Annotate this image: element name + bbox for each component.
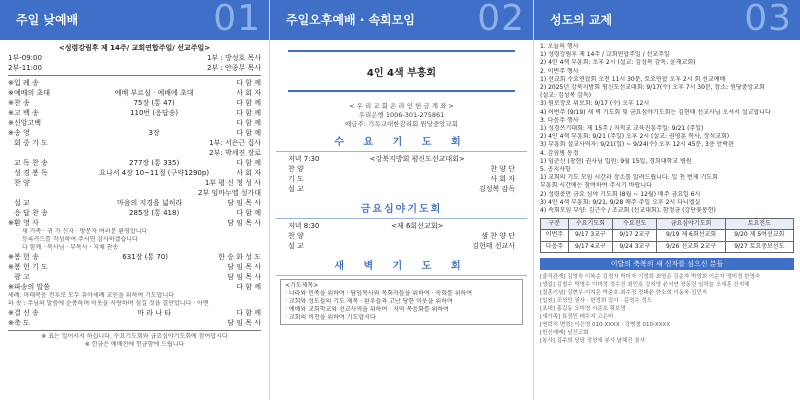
order-row	[8, 118, 261, 128]
table-cell: 9/17 3교구	[568, 230, 612, 241]
order-detail: 3장	[148, 129, 160, 137]
member-line: [연락처 변경] 이은영 010-XXXX · 강병철 010-XXXX	[540, 322, 671, 329]
prayer-order-leader: 김성복 감독	[478, 185, 515, 193]
order-mark: ※	[8, 319, 14, 327]
news-line: 2) 2025년 강북지방회 평신도선교대회: 9/17(수) 오후 7시 30분, 장소: 원당중앙교회	[540, 84, 765, 92]
order-mark: ※	[8, 263, 14, 271]
schedule-table	[540, 218, 794, 253]
order-row	[8, 252, 261, 262]
divider	[8, 75, 261, 76]
prayer-order-item: 설 교	[288, 185, 304, 193]
news-line: 1) 임춘신 (창현) 권사님 입원: 9월 15일, 경희대학교 병원	[540, 157, 692, 165]
order-row	[8, 138, 261, 148]
news-line: 2) 4인 4색 부흥회: 9/21 (주일) 오후 2시 (설교: 권영훈 목사, 장석교회)	[540, 133, 730, 141]
order-leader: 사 회 자	[236, 89, 261, 97]
order-leader: 다 함 께	[236, 283, 261, 291]
order-of-worship	[8, 78, 261, 228]
prayer-topics	[280, 279, 523, 325]
order-row	[8, 148, 261, 158]
prayer-order-row	[288, 231, 515, 241]
time-first-service: 1부-09:00	[8, 54, 42, 62]
table-cell: 9/27 토요중보선도	[725, 241, 793, 252]
table-cell: 9/17 2교구	[613, 230, 657, 241]
order-detail: 예배 부르심 · 예배에 초대	[114, 89, 194, 97]
order-detail	[72, 318, 227, 328]
members-list	[540, 273, 794, 345]
news-line: 4) 속회모임 부양: 김근수 / 조교회 (선교대회), 함정금 (강단꽃봉헌)	[540, 207, 716, 215]
prayer-order-item: 찬 양	[288, 165, 304, 173]
prayer-topic-line: · 교회의 비전을 위하여 기도합시다	[285, 314, 376, 321]
column-afternoon-service	[270, 0, 534, 400]
order-item: 고 백 송	[14, 109, 39, 117]
order-mark: ※	[8, 89, 14, 97]
order-detail: 277장 (통 335)	[129, 159, 180, 167]
friday-time: 저녁 8:30	[288, 222, 320, 230]
order-leader: 2부: 박세진 장로	[209, 149, 261, 157]
morning-service-title: 주일 낮예배	[16, 13, 79, 27]
order-item: 성 경 봉 독	[14, 169, 48, 177]
table-cell: 이번주	[541, 230, 569, 241]
news-line: 1) 성령강림후 제 14주 / 교회연합주일 / 선교주일	[540, 51, 670, 59]
table-cell: 9/24 3교구	[613, 241, 657, 252]
member-line: [결혼기념] 김현우·이지은 박준호·최수정 정태윤·한소희 이동욱·김민지	[540, 290, 708, 297]
order-row	[8, 128, 261, 138]
order-detail	[72, 262, 227, 272]
wednesday-theme: <강북지방회 평신도선교대회>	[369, 155, 465, 163]
table-cell: 9/26 선교회 2교구	[657, 241, 725, 252]
member-line: [생일] 김철수 박영수 이미정 정수진 최민호 강지영 윤서연 장동건 임하늘 오세훈 신지혜	[540, 282, 750, 289]
order-detail: 마음의 지경을 넓히라	[116, 199, 183, 207]
order-mark: ※	[8, 129, 14, 137]
order-item: 신앙고백	[14, 119, 42, 127]
afternoon-service-header	[270, 0, 533, 40]
news-line: 3. 다음주 행사	[540, 116, 579, 124]
order-leader: 다 함 께	[236, 129, 261, 137]
order-detail: 마 라 나 타	[137, 309, 171, 317]
order-detail: 110번 (응답송)	[130, 109, 179, 117]
prayer-order-leader: 찬 양 단	[490, 165, 515, 173]
news-line: 1) 교회의 기도 모임 시간과 장소를 알려드립니다. 일 천 번제 기도회	[540, 174, 718, 182]
order-leader: 2부 임마누엘 성가대	[198, 189, 261, 197]
news-line: 2) 4인 4색 부흥회: 오후 2시 (설교: 김성복 감독, 윤재교회)	[540, 59, 696, 67]
table-cell: 9/20 제 5여선교회	[725, 230, 793, 241]
column-morning-service	[0, 0, 270, 400]
order-row	[8, 272, 261, 282]
wednesday-time: 저녁 7:30	[288, 155, 320, 163]
order-detail	[72, 218, 227, 228]
order-detail: 75장 (통 47)	[133, 99, 175, 107]
news-line: (설교: 김성복 감독)	[540, 92, 592, 100]
order-leader: 1부 평 신 청 성 사	[204, 179, 261, 187]
order-row	[8, 208, 261, 218]
member-line: [헌신예배] 남선교회	[540, 330, 589, 337]
order-row	[8, 78, 261, 88]
order-of-worship-offering	[8, 252, 261, 292]
table-header: 토요전도	[725, 219, 793, 230]
order-leader: 다 함 께	[236, 309, 261, 317]
prayer-order-item: 찬 양	[288, 232, 304, 240]
service-times	[8, 53, 261, 73]
member-line: [새가족] 류정민 배수지 고은비	[540, 314, 614, 321]
note-line: 파 송 : 주님의 말씀에 순종하며 이웃을 사랑하며 섬길 것을 결단합니다 · 아멘	[8, 300, 209, 307]
divider	[8, 330, 261, 331]
order-leader: 담 임 목 사	[227, 199, 261, 207]
service-subtitle: <성령강림후 제 14주/ 교회연합주일/ 선교주일>	[58, 44, 211, 52]
news-line: 1) 성경쓰기대회: 제 15주 / 지적교 교육진흥주일: 9/21 (주일)	[540, 125, 704, 133]
order-row	[8, 308, 261, 318]
order-row	[8, 262, 261, 272]
friday-order	[288, 231, 515, 251]
prayer-topic-line: · 나라와 민족을 위하여 · 담임목사와 목회자들을 위하여 · 속회를 위하여	[285, 290, 473, 297]
divider	[276, 275, 527, 276]
afternoon-service-title: 주일오후예배 · 속회모임	[286, 13, 415, 27]
prayer-order-item: 설 교	[288, 242, 304, 250]
order-detail	[72, 272, 227, 282]
order-mark: ※	[8, 253, 14, 261]
order-mark: ※	[8, 309, 14, 317]
note-line: 세례: 마태복음 전후로 모두 유아세례 교인을 위하여 기도합니다	[8, 292, 175, 299]
order-row	[8, 178, 261, 188]
order-leader: 담 임 목 사	[227, 219, 261, 227]
order-row	[8, 108, 261, 118]
section-number: 03	[744, 0, 792, 39]
order-detail	[72, 178, 205, 188]
footer-line: ※ 표는 일어서서 하십니다. 수요기도회와 금요심야기도회에 참여합시다	[41, 333, 228, 340]
news-line: 4) 이번주 (9/19) 새 벽 기도회 및 금요심야기도회는 김현태 선교사님 오셔서 설교합니다	[540, 108, 771, 116]
order-detail	[72, 282, 236, 292]
note-line: 새 가족 · 귀 가 신자 · 방문자 여러분 환영합니다	[22, 228, 148, 235]
order-item: 설 교	[14, 199, 30, 207]
prayer-order-row	[288, 184, 515, 194]
dawn-prayer-title: 새 벽 기 도 회	[334, 261, 469, 272]
fellowship-header	[534, 0, 800, 40]
morning-service-header	[0, 0, 269, 40]
table-header: 구분	[541, 219, 569, 230]
order-item: 찬 송	[14, 99, 30, 107]
order-leader: 다 함 께	[236, 79, 261, 87]
prayer-topic-line: <기도제목>	[285, 282, 319, 289]
news-line: 3) 4인 4색 부흥회: 9/21, 9/28 매주 주일 오후 2시 다니엘실	[540, 198, 701, 206]
news-line: 4. 감염병 동정	[540, 149, 579, 157]
order-row	[8, 98, 261, 108]
revival-meeting-box	[288, 50, 515, 92]
friday-theme: <제 6회선교회>	[391, 222, 444, 230]
section-number: 02	[477, 0, 525, 39]
sending-notes	[8, 292, 261, 308]
news-line: 부흥회 시간에는 참여하여 주시기 바랍니다	[540, 182, 652, 190]
order-detail	[72, 188, 198, 198]
table-cell: 9/19 제 6회선교회	[657, 230, 725, 241]
welcome-notes	[8, 228, 261, 252]
order-item: 예배의 초대	[14, 89, 51, 97]
prayer-order-row	[288, 174, 515, 184]
revival-meeting-title: 4인 4색 부흥회	[366, 67, 437, 79]
footer-notes	[8, 333, 261, 349]
order-leader: 담 임 목 사	[227, 263, 261, 271]
order-detail	[72, 138, 209, 148]
table-header: 금요심야기도회	[657, 219, 725, 230]
prayer-order-row	[288, 241, 515, 251]
footer-line: ※ 헌금은 예배전에 헌금함에 드립니다	[84, 341, 185, 348]
order-mark: ※	[8, 219, 14, 227]
order-leader: 다 함 께	[236, 109, 261, 117]
order-mark: ※	[8, 79, 14, 87]
prayer-order-leader: 샘 찬 양 단	[481, 232, 515, 240]
order-row	[8, 318, 261, 328]
order-leader: 다 함 께	[236, 209, 261, 217]
table-cell: 다음주	[541, 241, 569, 252]
account-line: 예금주: 기독교대한감리회 원당중앙교회	[344, 120, 459, 128]
order-mark: ※	[8, 283, 14, 291]
news-line: 2) 성령충만 금요 심야 기도회 (8월 ~ 12월) 매주 금요일 6시	[540, 190, 701, 198]
preacher-first-service: 1부 : 방성호 목사	[206, 54, 261, 62]
order-detail	[72, 78, 236, 88]
news-line: 2. 이번주 행사	[540, 67, 579, 75]
order-leader: 한 승 화 성 도	[218, 253, 261, 261]
table-row	[541, 230, 794, 241]
preacher-second-service: 2부 : 안종무 목사	[206, 64, 261, 72]
news-line: 3) 부흥회 설교사역자: 9/21(일) ~ 9/24(수) 오후 12시 45분, 3층 안락관	[540, 141, 734, 149]
order-of-worship-closing	[8, 308, 261, 328]
prayer-topic-line: · 교회와 성도들의 기도 제목 · 환우들과 고난 당한 이웃을 위하여	[285, 298, 453, 305]
column-fellowship	[534, 0, 800, 400]
time-second-service: 2부-11:00	[8, 64, 42, 72]
prayer-order-leader: 사 회 자	[490, 175, 515, 183]
member-line: [봉사] 김주희 담당 정성애 봉사 남혜진 봉사	[540, 338, 646, 345]
table-row	[541, 241, 794, 252]
order-item: 봉 헌 기 도	[14, 263, 48, 271]
news-line: 1. 오늘의 행사	[540, 43, 579, 50]
member-line: [초대] 홍길동 오미영 서준호 황보영	[540, 306, 626, 313]
prayer-order-item: 기 도	[288, 175, 304, 183]
fellowship-title: 성도의 교제	[550, 13, 613, 27]
order-detail: 631장 (통 70)	[122, 253, 168, 261]
order-row	[8, 158, 261, 168]
order-leader: 1부: 서은근 집사	[209, 139, 261, 147]
wednesday-prayer-title: 수 요 기 도 회	[334, 137, 469, 148]
member-line: [출석관계] 김영숙 이복순 김정자 박미자 이정희 최영순 김순자 박영희 이순자 정미경 한영숙	[540, 274, 761, 281]
order-item: 입 례 송	[14, 79, 39, 87]
prayer-order-row	[288, 164, 515, 174]
friday-prayer-title: 금요심야기도회	[360, 204, 443, 215]
account-line: < 우 리 교 회 온 라 인 헌 금 계 좌 >	[349, 102, 454, 110]
news-line: 1) 선교회 수요연합회 오전 11시 30분, 토요연합 오후 2시 회 선교예배	[540, 75, 726, 83]
order-mark: ※	[8, 99, 14, 107]
order-row	[8, 188, 261, 198]
order-leader: 다 함 께	[236, 119, 261, 127]
wednesday-order	[288, 164, 515, 194]
note-line: 등록카드를 작성하여 주시면 감사하겠습니다	[22, 236, 138, 243]
order-leader: 사 회 자	[236, 169, 261, 177]
order-item: 결 신 송	[14, 309, 39, 317]
table-header: 수요기도회	[568, 219, 612, 230]
order-mark: ※	[8, 109, 14, 117]
order-detail: 요나서 4장 10~11절 (구약1290p)	[99, 169, 210, 177]
section-number: 01	[213, 0, 261, 39]
order-item: 응 답 찬 송	[14, 209, 48, 217]
order-row	[8, 282, 261, 292]
order-item: 봉 헌 송	[14, 253, 39, 261]
prayer-topic-line: · 예배와 교회학교와 선교사역을 위하여 · 지역 복음화를 위하여	[285, 306, 449, 313]
table-header: 수요전도	[613, 219, 657, 230]
members-title: 이달의 축복의 새 신자를 심으신 분들	[540, 258, 794, 270]
order-item: 교 독 찬 송	[14, 159, 48, 167]
order-leader: 다 함 께	[236, 159, 261, 167]
order-detail	[72, 148, 209, 158]
order-item: 회 중 기 도	[14, 139, 48, 147]
news-line: 3) 원로장로 위로회: 9/17 (수) 오후 12시	[540, 100, 650, 108]
order-item: 환 영 사	[14, 219, 39, 227]
account-line: 우리은행 1006-301-275861	[358, 111, 445, 119]
order-detail: 285장 (통 418)	[129, 209, 180, 217]
news-line: 5. 공지사항	[540, 166, 571, 174]
order-item: 축 도	[14, 319, 30, 327]
order-item: 송 영	[14, 129, 30, 137]
table-cell: 9/17 4교구	[568, 241, 612, 252]
order-item: 광 고	[14, 273, 30, 281]
online-offering-account	[270, 102, 533, 129]
note-line: 다 함께 · 목사님 · 부목사 · 지체 찬송	[22, 244, 119, 251]
order-row	[8, 198, 261, 208]
order-row	[8, 88, 261, 98]
member-line: [입원] 조성민 권사 · 한정희 집사 · 문영수 성도	[540, 298, 653, 305]
order-leader: 다 함 께	[236, 99, 261, 107]
order-row	[8, 168, 261, 178]
order-leader: 담 임 목 사	[227, 319, 261, 327]
order-leader: 담 임 목 사	[227, 273, 261, 281]
order-row	[8, 218, 261, 228]
order-detail	[72, 118, 236, 128]
order-item: 찬 양	[14, 179, 30, 187]
order-item: 파송의 말씀	[14, 283, 51, 291]
church-news-list	[540, 43, 794, 215]
order-mark: ※	[8, 119, 14, 127]
prayer-order-leader: 김현태 선교사	[472, 242, 515, 250]
